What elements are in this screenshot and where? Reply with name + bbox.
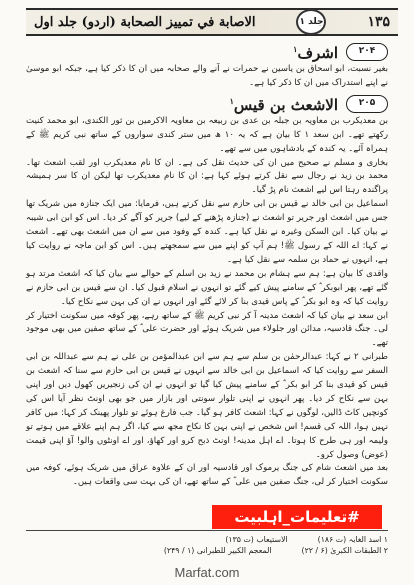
section-number: ۲۰۴ <box>346 43 388 61</box>
section-number: ۲۰۵ <box>346 95 388 113</box>
page-content <box>26 40 388 490</box>
footnotes <box>26 530 388 556</box>
footnote: المعجم الکبیر للطبرانی (۱ / ۲۴۹) <box>163 546 272 555</box>
footnote-row <box>26 534 388 545</box>
section-heading <box>26 43 388 61</box>
section-heading <box>26 95 388 113</box>
paragraph: واقدی کا بیان ہے: ہم سے ہشام بن محمد نے زید بن اسلم کے حوالے سے بیان کیا کہ اشعث مرتد ہو گئے تھے، پھر ابوبکر ؓ کے سامنے پیش کیے گئے تو انہوں نے اسلام قبول کیا۔ ان سے قیس بن ابی حازم نے روایت کیا کہ وہ ابو بکر ؓ کے پاس قیدی بنا کر لائے گئے اور انہوں نے ان کی بہن سے نکاح کیا۔ <box>26 268 388 307</box>
footnote: ۲ الطبقات الکبریٰ (۶ / ۲۲) <box>301 546 388 555</box>
paragraph: بن معدیکرب بن معاویہ بن جبلہ بن عدی بن ربیعہ بن معاویہ الاکرمین بن ثور الکندی، ابو محمد کنیت رکھتے تھے۔ ابن سعد ۱ کا بیان ہے کہ یہ ۱۰ ھ میں ستر کندی سواروں کے ساتھ نبی کریم ﷺ کے ہمراہ آئے۔ یہ کندہ کے بادشاہوں میں سے تھے۔ <box>26 115 388 154</box>
paragraph: بعد میں اشعث شام کی جنگ یرموک اور قادسیہ اور ان کے علاوہ عراق میں شریک ہوئے، کوفہ میں سکونت اختیار کر لی، جنگ صفین میں علی ؓ کے ساتھ تھے، ان کی بہت سی واقعات ہیں۔ <box>26 463 388 488</box>
footnote-row <box>26 545 388 556</box>
paragraph: ابن سعد نے بیان کیا کہ اشعث مدینہ آ کر نبی کریم ﷺ کے ساتھ رہے، پھر کوفہ میں سکونت اختیار کر لی۔ جنگ قادسیہ، مدائن اور جلولاء میں شریک ہوئے اور حضرت علی ؓ کے ساتھ صفین میں بھی موجود تھے۔ <box>26 310 388 349</box>
page-header <box>26 8 398 36</box>
book-title: الاصابة في تمييز الصحابة (اردو) جلد اول <box>34 14 256 30</box>
watermark-stamp: #تعلیمات_اہلبیت <box>212 505 382 529</box>
paragraph: بغیر نسبت، ابو اسحاق بن یاسین نے حمرات نے آنے والے صحابہ میں ان کا ذکر کیا ہے، جبکہ ابو موسیٰ نے اپنے استدراک میں ان کا ذکر کیا ہے۔ <box>26 64 388 88</box>
page-number: ۱۳۵ <box>367 14 390 30</box>
volume-emblem: جلد ۱ <box>296 9 326 35</box>
footnote: الاستیعاب (ت ۱۳۵) <box>225 535 288 544</box>
site-footer: Marfat.com <box>174 565 240 580</box>
footnote: ۱ اسد الغابہ (ت ۱۸۶) <box>317 535 388 544</box>
paragraph: بخاری و مسلم نے صحیح میں ان کی حدیث نقل کی ہے۔ ان کا نام معدیکرب اور لقب اشعث تھا۔ محمد بن زید نے رجال سے نقل کرتے ہوئے کہا ہے: ان کا نام معدیکرب تھا لیکن ان کا سر ہمیشہ پراگندہ رہتا اس لیے اشعث نام پڑ گیا۔ <box>26 157 388 196</box>
section-title: الاشعث بن قیس$^۱$ <box>229 95 338 114</box>
paragraph: اسماعیل بن ابی خالد نے قیس بن ابی حازم سے نقل کرتے ہیں، فرمایا: میں ایک جنازہ میں شریک تھا جس میں اشعث اور جریر تو اشعث نے (جنازہ پڑھنے کے لیے) جریر کو آگے کر دیا۔ اس کو ابن ابی شیبہ نے بیان کیا۔ ابن السکن وغیرہ نے نقل کیا ہے۔ کندہ کے وفود میں سے ان میں اشعث بھی تھے۔ اشعث نے کہا: اے اللہ کے رسول ﷺ! ہم آپ کو اپنے میں سے سمجھتے ہیں۔ اس کو ابن ماجہ نے روایت کیا ہے، انہوں نے حماد بن سلمہ سے نقل کیا ہے۔ <box>26 199 388 265</box>
paragraph: طبرانی ۲ نے کہا: عبدالرحمٰن بن سلم سے ہم سے ابن عبدالمؤمن بن علی نے ہم سے عبداللہ بن ابی السفر سے روایت کیا کہ اسماعیل بن ابی خالد سے انہوں نے قیس بن ابی حازم سے سنا کہ اشعث بن قیس کو قیدی بنا کر ابو بکر ؓ کے سامنے پیش کیا گیا تو انہوں نے ان کی زنجیریں کھول دیں اور اپنی بہن سے نکاح کر دیا۔ پھر انہوں نے اپنی تلوار سونتی اور بازار میں جو بھی اونٹ نظر آیا اس کی کونچیں کاٹ ڈالیں، لوگوں نے کہا: اشعث کافر ہو گیا۔ جب فارغ ہوئے تو تلوار پھینک کر کہا: میں کافر نہیں ہوا، اللہ کی قسم! اس شخص نے اپنی بہن کا نکاح مجھ سے کیا، اگر ہم اپنے علاقے میں ہوتے تو ولیمہ اور ہی طرح کا ہوتا۔ اے اہل مدینہ! اونٹ ذبح کرو اور کھاؤ، اور اے اونٹوں والو! آؤ اپنی قیمت (عوض) وصول کرو۔ <box>26 352 388 460</box>
section-title: اشرف$^۱$ <box>293 44 338 63</box>
